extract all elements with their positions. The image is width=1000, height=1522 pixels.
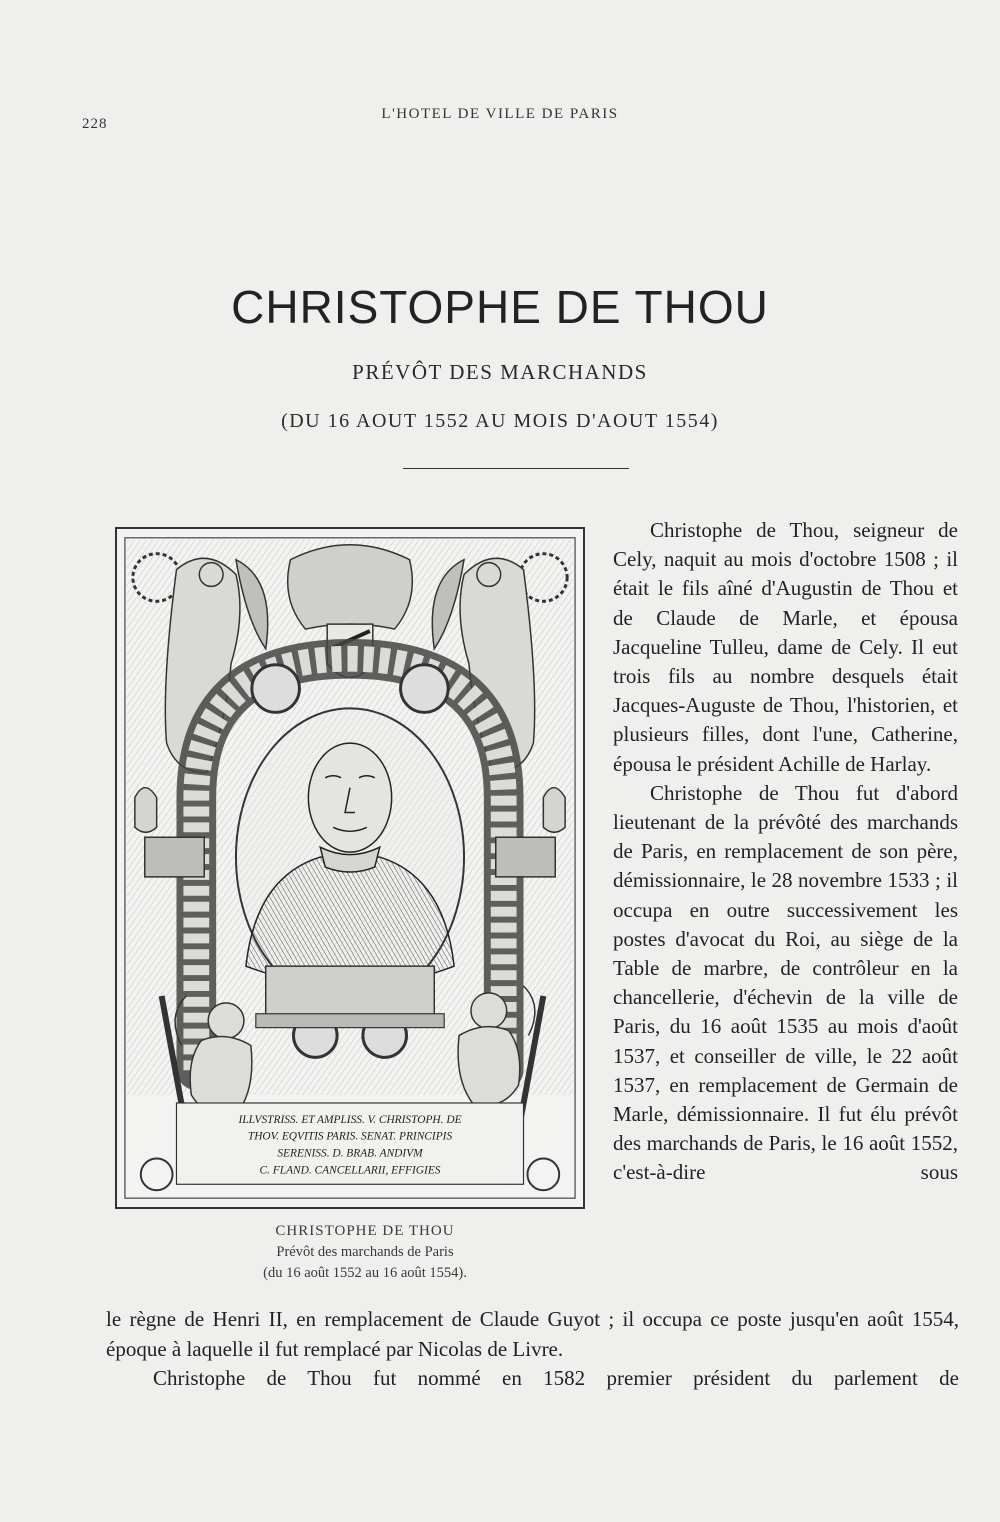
inscription-line-2: THOV. EQVITIS PARIS. SENAT. PRINCIPIS [247,1130,453,1143]
caption-title: CHRISTOPHE DE THOU [275,1223,455,1239]
paragraph-1: Christophe de Thou, seigneur de Cely, naquit au mois d'octobre 1508 ; il était le fils aîné d'Augustin de Thou et de Claude de Marle, et épousa Jacqueline Tulleu, dame de Cely. Il eut trois fils au nombre desquels était Jacques-Auguste de Thou, l'historien, et plusieurs filles, dont l'une, Catherine, épousa le président Achille de Harlay. [613,518,958,776]
caption-role: Prévôt des marchands de Paris [276,1244,454,1260]
paragraph-2: Christophe de Thou fut d'abord lieutenant de la prévôté des marchands de Paris, en remplacement de son père, démissionnaire, le 28 novembre 1533 ; il occupa en outre successivement les postes d'avocat du Roi, au siège de la Table de marbre, de contrôleur en la chancellerie, d'échevin de la ville de Paris, du 16 août 1535 au mois d'août 1537, et conseiller de ville, le 22 août 1537, en remplacement de Germain de Marle, démissionnaire. Il fut élu prévôt des marchands de Paris, le 16 août 1552, c'est-à-dire sous [613,780,958,1185]
chapter-title: CHRISTOPHE DE THOU [231,281,769,333]
body-fullwidth [106,1305,959,1394]
chapter-subtitle: PRÉVÔT DES MARCHANDS [352,360,648,384]
paragraph-3: Christophe de Thou fut nommé en 1582 premier président du parlement de [153,1366,959,1390]
page-number: 228 [82,116,108,132]
engraving-illustration [117,529,583,1207]
portrait-engraving [115,527,585,1209]
title-rule [403,468,629,469]
running-head: L'HOTEL DE VILLE DE PARIS [381,106,619,122]
inscription-line-1: ILLVSTRISS. ET AMPLISS. V. CHRISTOPH. DE [238,1113,462,1126]
figure-caption [205,1220,525,1284]
paragraph-2-continued: le règne de Henri II, en remplacement de Claude Guyot ; il occupa ce poste jusqu'en août 1554, époque à laquelle il fut remplacé par Nicolas de Livre. [106,1307,959,1361]
body-column [613,516,958,1188]
inscription-line-3: SERENISS. D. BRAB. ANDIVM [277,1147,423,1160]
caption-dates: (du 16 août 1552 au 16 août 1554). [263,1265,467,1281]
chapter-dates: (DU 16 AOUT 1552 AU MOIS D'AOUT 1554) [281,410,719,432]
inscription-line-4: C. FLAND. CANCELLARII, EFFIGIES [259,1164,441,1177]
